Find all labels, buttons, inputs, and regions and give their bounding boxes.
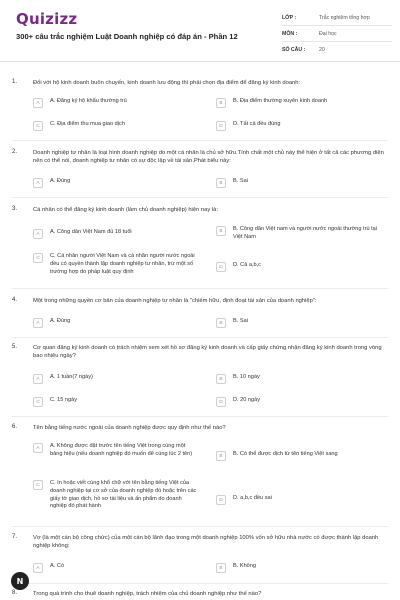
option-text: A. Không được đặt trước tên tiếng Việt trong cùng một bảng hiệu (nếu doanh nghiệp đó muốn để cùng lúc 2 tên)	[50, 443, 193, 457]
worksheet-header	[0, 0, 400, 62]
question-text: Một trong những quyền cơ bản của doanh nghiệp tư nhân là "chiếm hữu, định đoạt tài sản của doanh nghiệp":	[33, 298, 317, 304]
question-text: Vợ (là một cán bộ công chức) của một cán bộ lãnh đạo trong một doanh nghiệp 100% vốn sở hữu nhà nước có được thành lập doanh nghiệp không:	[33, 535, 379, 550]
option-text: B. 10 ngày	[233, 374, 260, 380]
option-letter-box: B	[216, 563, 226, 573]
answer-option[interactable]	[33, 397, 198, 407]
option-letter-box: C	[33, 397, 43, 407]
option-text: A. Đúng	[50, 178, 71, 184]
question-text: Doanh nghiệp tư nhân là loại hình doanh nghiệp do một cá nhân là chủ sở hữu.Tính chất một chủ này thể hiện ở tất cả các phương diện nên có thể nói, doanh nghiệp tư nhân có sự độc lập về tài sản.Phát biểu này:	[33, 150, 384, 165]
option-letter-box: A	[33, 229, 43, 239]
option-text: B. Không	[233, 563, 257, 569]
meta-row-subject	[282, 26, 392, 42]
option-text: B. Địa điểm thường xuyên kinh doanh	[233, 98, 328, 104]
question-text: Trong quá trình cho thuê doanh nghiệp, trách nhiệm của chủ doanh nghiệp như thế nào?	[33, 591, 262, 597]
meta-value: Trắc nghiệm tổng hợp	[319, 14, 370, 21]
option-letter-box: B	[216, 318, 226, 328]
question-number: 1.	[12, 79, 18, 85]
option-text: D. a,b,c đều sai	[233, 495, 272, 501]
answer-option[interactable]	[33, 443, 198, 459]
meta-value: Đại học	[319, 30, 337, 37]
divider	[12, 197, 388, 198]
question-text: Cơ quan đăng ký kinh doanh có trách nhiệm xem xét hồ sơ đăng ký kinh doanh và cấp giấy chứng nhận đăng ký kinh doanh trong vòng bao nhiêu ngày?	[33, 345, 382, 360]
option-text: A. 1 tuần(7 ngày)	[50, 374, 93, 380]
option-text: C. Địa điểm thu mua giao dịch	[50, 121, 125, 127]
divider	[12, 583, 388, 584]
meta-row-count	[282, 42, 392, 58]
answer-option[interactable]	[33, 121, 198, 131]
divider	[12, 337, 388, 338]
option-text: B. Sai	[233, 178, 248, 184]
option-text: D. Cả a,b,c	[233, 262, 261, 268]
answer-option[interactable]	[216, 318, 386, 328]
option-letter-box: A	[33, 374, 43, 384]
divider	[12, 140, 388, 141]
option-text: A. Đúng	[50, 318, 71, 324]
meta-value: 20	[319, 47, 325, 53]
question-text: Đối với hộ kinh doanh buôn chuyến, kinh doanh lưu động thì phải chọn địa điểm để đăng ký kinh doanh:	[33, 80, 301, 86]
option-text: B. Sai	[233, 318, 248, 324]
answer-option[interactable]	[33, 374, 198, 384]
answer-option[interactable]	[33, 318, 198, 328]
question-number: 2.	[12, 149, 18, 155]
option-text: C. 15 ngày	[50, 397, 78, 403]
answer-option[interactable]	[216, 98, 386, 108]
meta-label: MÔN :	[282, 30, 298, 37]
answer-option[interactable]	[33, 253, 198, 276]
page-title: 300+ câu trắc nghiệm Luật Doanh nghiệp có đáp án - Phần 12	[16, 32, 238, 41]
option-letter-box: A	[33, 178, 43, 188]
divider	[12, 288, 388, 289]
question-number: 7.	[12, 534, 18, 540]
option-text: D. 20 ngày	[233, 397, 261, 403]
quizizz-logo: Quizizz	[16, 10, 78, 28]
option-letter-box: C	[33, 480, 43, 490]
option-letter-box: C	[33, 121, 43, 131]
question-number: 8.	[12, 590, 18, 596]
meta-table	[282, 10, 392, 58]
divider	[12, 526, 388, 527]
option-text: C. In hoặc viết cùng khổ chữ với tên bằng tiếng Việt của doanh nghiệp tại cơ sở của doanh nghiệp đó hoặc trên các giấy tờ giao dịch, hồ sơ tài liệu và ấn phẩm do doanh nghiệp đó phát hành	[50, 480, 197, 510]
answer-option[interactable]	[216, 451, 386, 461]
option-letter-box: B	[216, 226, 226, 236]
answer-option[interactable]	[216, 121, 386, 131]
answer-option[interactable]	[33, 563, 198, 573]
option-text: D. Tất cả đều đúng	[233, 121, 281, 127]
answer-option[interactable]	[216, 178, 386, 188]
option-letter-box: B	[216, 374, 226, 384]
question-number: 6.	[12, 424, 18, 430]
answer-option[interactable]	[33, 98, 198, 108]
option-letter-box: A	[33, 443, 43, 453]
option-text: B. Có thể được dịch từ tên tiếng Việt sang	[233, 451, 338, 457]
answer-option[interactable]	[33, 178, 198, 188]
answer-option[interactable]	[216, 226, 386, 242]
question-text: Tên bằng tiếng nước ngoài của doanh nghiệp được quy định như thế nào?	[33, 425, 226, 431]
meta-label: LỚP :	[282, 14, 297, 21]
option-letter-box: D	[216, 121, 226, 131]
option-letter-box: D	[216, 495, 226, 505]
question-number: 4.	[12, 297, 18, 303]
option-text: A. Có	[50, 563, 64, 569]
notion-nav-button[interactable]: N	[11, 572, 29, 590]
option-letter-box: A	[33, 98, 43, 108]
option-letter-box: A	[33, 563, 43, 573]
option-letter-box: D	[216, 397, 226, 407]
option-letter-box: B	[216, 451, 226, 461]
question-text: Cá nhân có thể đăng ký kinh doanh (làm chủ doanh nghiệp) hiện nay là:	[33, 207, 218, 213]
option-letter-box: A	[33, 318, 43, 328]
option-letter-box: C	[33, 253, 43, 263]
option-text: C. Cá nhân người Việt Nam và cá nhân người nước ngoài đều có quyền thành lập doanh nghiệp tư nhân, trừ một số trường hợp do pháp luật quy định	[50, 253, 195, 275]
answer-option[interactable]	[216, 563, 386, 573]
meta-label: SỐ CÂU :	[282, 47, 306, 53]
option-text: A. Công dân Việt Nam đủ 18 tuổi	[50, 229, 132, 235]
answer-option[interactable]	[216, 262, 386, 272]
answer-option[interactable]	[216, 374, 386, 384]
option-letter-box: B	[216, 98, 226, 108]
answer-option[interactable]	[216, 495, 386, 505]
answer-option[interactable]	[33, 229, 198, 239]
option-text: B. Công dân Việt nam và người nước ngoài thường trú tại Việt Nam	[233, 226, 378, 240]
answer-option[interactable]	[216, 397, 386, 407]
question-number: 5.	[12, 344, 18, 350]
meta-row-class	[282, 10, 392, 26]
question-number: 3.	[12, 206, 18, 212]
option-letter-box: B	[216, 178, 226, 188]
option-text: A. Đăng ký hộ khẩu thường trú	[50, 98, 127, 104]
answer-option[interactable]	[33, 480, 198, 511]
option-letter-box: D	[216, 262, 226, 272]
divider	[12, 416, 388, 417]
